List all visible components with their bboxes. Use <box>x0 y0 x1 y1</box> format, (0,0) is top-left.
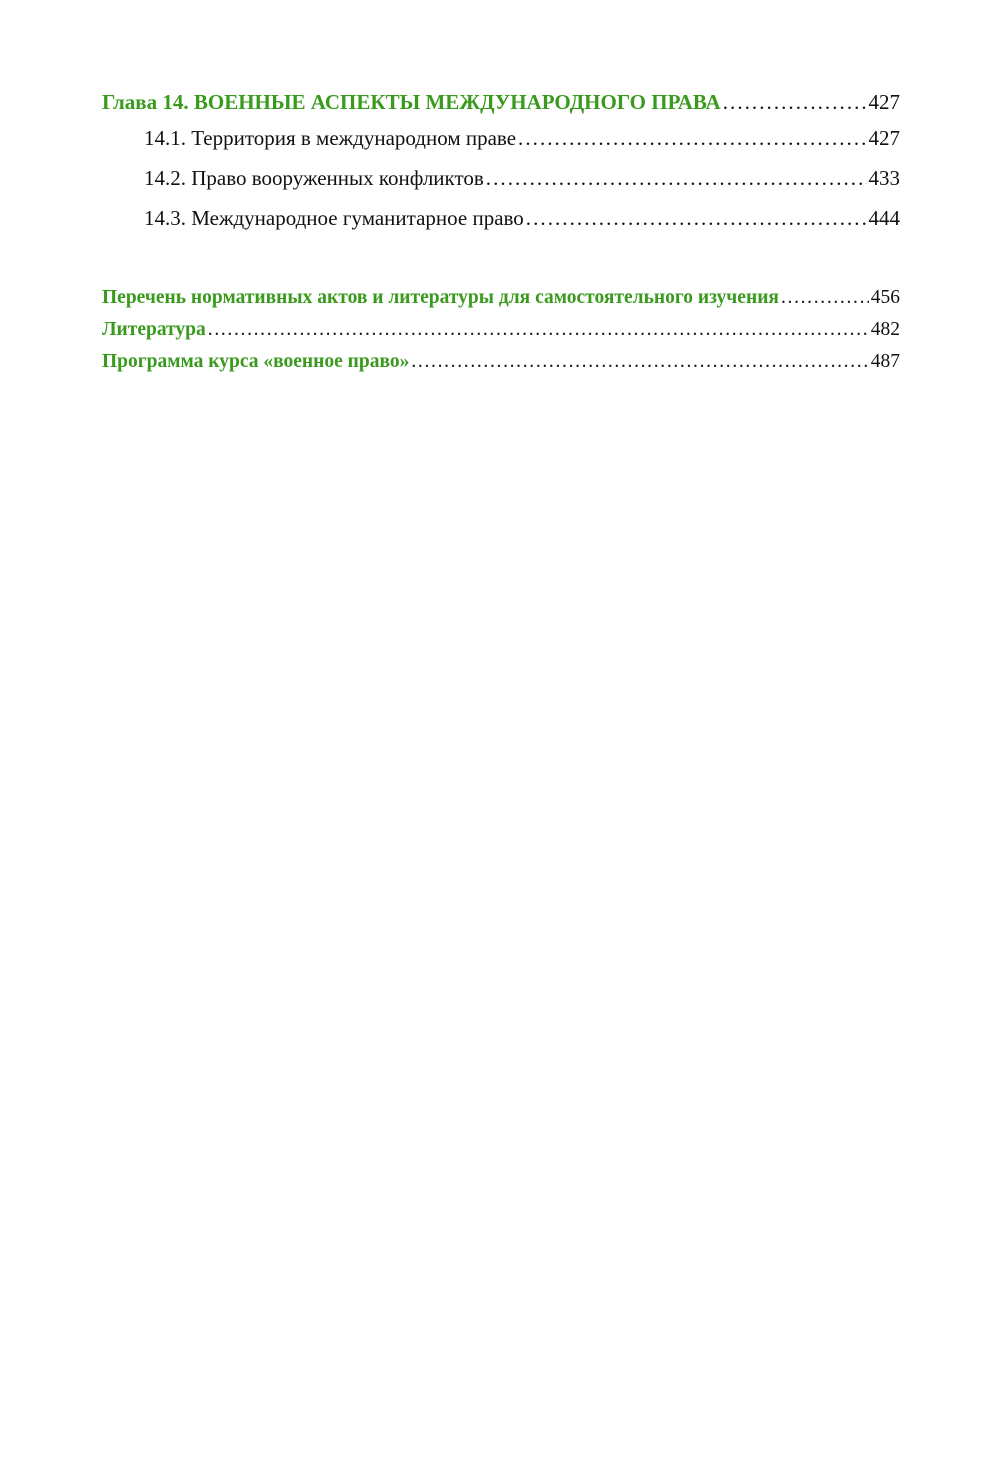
section-title: 14.2. Право вооруженных конфликтов <box>144 166 484 190</box>
toc-section-entry[interactable] <box>102 118 900 158</box>
backmatter-title: Перечень нормативных актов и литературы для самостоятельного изучения <box>102 287 779 308</box>
dot-leader <box>518 118 866 158</box>
backmatter-title: Программа курса «военное право» <box>102 351 410 372</box>
page-number: 444 <box>868 206 900 230</box>
spacer <box>102 238 900 282</box>
dot-leader <box>781 282 869 314</box>
toc-section-entry[interactable] <box>102 198 900 238</box>
page-number: 433 <box>868 166 900 190</box>
page-number: 427 <box>868 126 900 150</box>
toc-backmatter-entry[interactable] <box>102 282 900 314</box>
page-number: 487 <box>870 351 900 372</box>
toc-section-entry[interactable] <box>102 158 900 198</box>
toc-backmatter-entry[interactable] <box>102 314 900 346</box>
toc-chapter-entry[interactable] <box>102 86 900 118</box>
section-title: 14.1. Территория в международном праве <box>144 126 517 150</box>
chapter-title: Глава 14. ВОЕННЫЕ АСПЕКТЫ МЕЖДУНАРОДНОГО ПРАВА <box>102 90 721 114</box>
table-of-contents <box>102 86 900 378</box>
dot-leader <box>411 346 868 378</box>
page-number: 482 <box>870 319 900 340</box>
dot-leader <box>208 314 869 346</box>
toc-backmatter-entry[interactable] <box>102 346 900 378</box>
dot-leader <box>486 158 867 198</box>
page-number: 456 <box>870 287 900 308</box>
backmatter-title: Литература <box>102 319 206 340</box>
dot-leader <box>723 86 867 118</box>
page-number: 427 <box>868 90 900 114</box>
section-title: 14.3. Международное гуманитарное право <box>144 206 524 230</box>
dot-leader <box>526 198 867 238</box>
